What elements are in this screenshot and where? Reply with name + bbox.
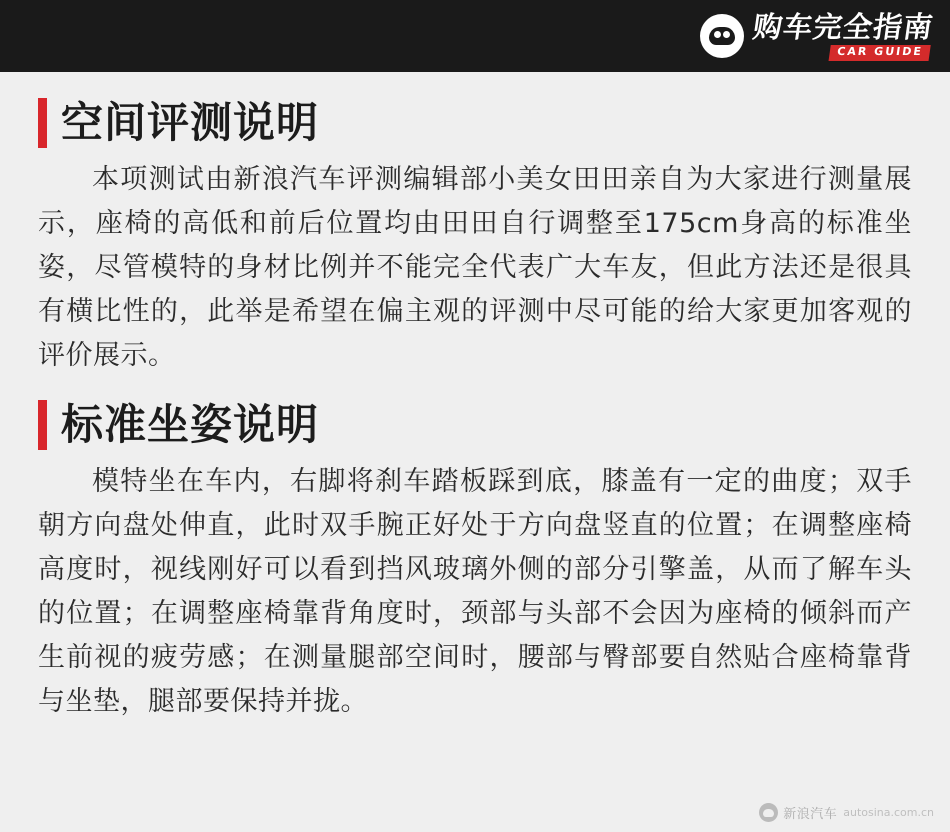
brand-text-group	[749, 9, 936, 61]
brand-subtitle: CAR GUIDE	[829, 45, 931, 60]
section-title-text: 标准坐姿说明	[61, 399, 320, 449]
sina-auto-watermark-icon	[759, 803, 778, 822]
heading-accent-bar	[38, 400, 47, 450]
brand-title: 购车完全指南	[750, 9, 936, 44]
footer-watermark	[759, 803, 934, 822]
section-heading	[38, 400, 912, 450]
brand-lockup	[700, 8, 936, 64]
section-paragraph: 本项测试由新浪汽车评测编辑部小美女田田亲自为大家进行测量展示，座椅的高低和前后位置均由田田自行调整至175cm身高的标准坐姿，尽管模特的身材比例并不能完全代表广大车友，但此方法还是很具有横比性的，此举是希望在偏主观的评测中尽可能的给大家更加客观的评价展示。	[38, 164, 912, 371]
section-standard-posture	[38, 400, 912, 724]
section-heading	[38, 98, 912, 148]
watermark-url: autosina.com.cn	[843, 806, 934, 819]
sina-auto-eye-logo-icon	[700, 14, 744, 58]
page-header	[0, 0, 950, 72]
section-paragraph: 模特坐在车内，右脚将刹车踏板踩到底，膝盖有一定的曲度；双手朝方向盘处伸直，此时双手腕正好处于方向盘竖直的位置；在调整座椅高度时，视线刚好可以看到挡风玻璃外侧的部分引擎盖，从而了解车头的位置；在调整座椅靠背角度时，颈部与头部不会因为座椅的倾斜而产生前视的疲劳感；在测量腿部空间时，腰部与臀部要自然贴合座椅靠背与坐垫，腿部要保持并拢。	[38, 466, 912, 717]
section-space-evaluation	[38, 98, 912, 378]
watermark-text: 新浪汽车	[783, 807, 838, 822]
article-content	[0, 72, 950, 724]
heading-accent-bar	[38, 98, 47, 148]
section-title-text: 空间评测说明	[61, 97, 320, 147]
